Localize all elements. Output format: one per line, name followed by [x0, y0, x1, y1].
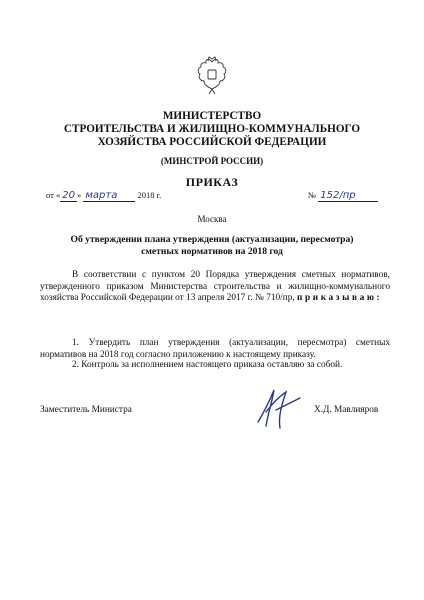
number-value: 152/пр: [318, 190, 378, 202]
date-year: 2018 г.: [137, 190, 162, 200]
paragraph-item1: 1. Утвердить план утверждения (актуализации, пересмотра) сметных нормативов на 2018 год согласно приложению к настоящему приказу.: [40, 338, 390, 360]
document-title: [52, 234, 372, 258]
paragraph-basis-text: В соответствии с пунктом 20 Порядка утверждения сметных нормативов, утвержденного приказом Министерства строительства и жилищно-коммунального хозяйства Российской Федерации от 13 апреля 2017 г. № 710/пр,: [40, 270, 390, 303]
order-word: приказываю:: [297, 293, 383, 303]
ministry-name-line3: ХОЗЯЙСТВА РОССИЙСКОЙ ФЕДЕРАЦИИ: [97, 136, 327, 148]
number-prefix: №: [308, 190, 317, 200]
paragraph-item2: 2. Контроль за исполнением настоящего приказа оставляю за собой.: [72, 360, 343, 370]
date-month: марта: [83, 190, 135, 202]
title-line1: Об утверждении плана утверждения (актуализации, пересмотра): [70, 234, 354, 245]
document-date: от « 20 » марта 2018 г.: [46, 190, 162, 201]
date-prefix: от: [46, 190, 54, 200]
date-day: 20: [62, 190, 75, 201]
signatory-name: Х.Д. Мавлияров: [314, 405, 379, 415]
ministry-name-line2: СТРОИТЕЛЬСТВА И ЖИЛИЩНО-КОММУНАЛЬНОГО: [63, 123, 361, 135]
double-headed-eagle-icon: [194, 56, 230, 96]
signatory-position: Заместитель Министра: [40, 405, 132, 415]
handwritten-signature-icon: [250, 382, 310, 432]
title-line2: сметных нормативов на 2018 год: [141, 246, 283, 257]
paragraph-basis: [40, 270, 390, 305]
document-number: [308, 190, 378, 202]
document-type: ПРИКАЗ: [185, 175, 239, 189]
ministry-name-line1: МИНИСТЕРСТВО: [162, 110, 262, 122]
document-city: Москва: [197, 214, 227, 224]
ministry-short-name: (МИНСТРОЙ РОССИИ): [160, 156, 264, 166]
